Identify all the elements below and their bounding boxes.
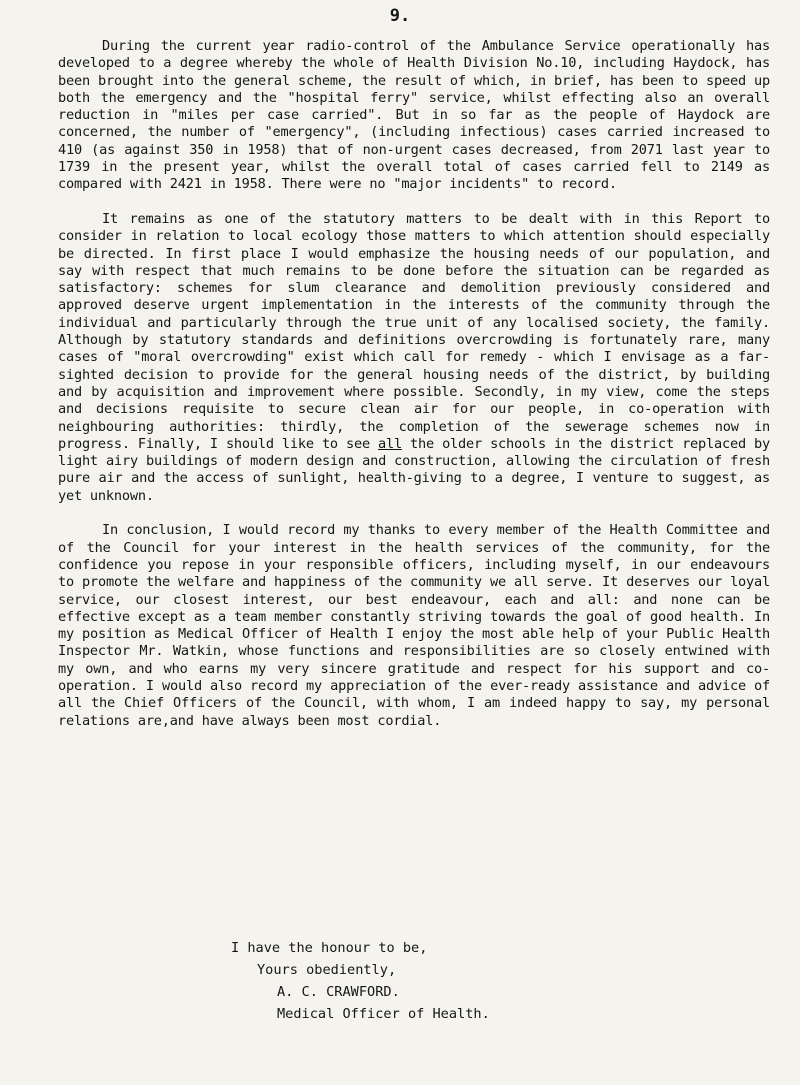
signature-name: A. C. CRAWFORD. xyxy=(277,984,400,1000)
page-number: 9. xyxy=(389,6,411,26)
signature-title: Medical Officer of Health. xyxy=(277,1006,490,1022)
paragraph-ambulance-service: During the current year radio-control of the Ambulance Service operationally has developed to a degree whereby the whole of Health Division No.10, including Haydock, has been brought into the general scheme, the result of which, in brief, has been to speed up both the emergency and the "hospital ferry" service, whilst effecting also an overall reduction in "miles per case carried". But in so far as the people of Haydock are concerned, the number of "emergency", (including infectious) cases carried increased to 410 (as against 350 in 1958) that of non-urgent cases decreased, from 2071 last year to 1739 in the present year, whilst the overall total of cases carried fell to 2149 as compared with 2421 in 1958. There were no "major incidents" to record. xyxy=(58,38,770,193)
paragraph-local-ecology-part2: the older schools in the district replaced by light airy buildings of modern design and construction, allowing the circulation of fresh pure air and the access of sunlight, health-giving to a degree, I venture to suggest, as yet unknown. xyxy=(58,435,770,504)
closing-honour-line: I have the honour to be, xyxy=(231,940,428,956)
report-body xyxy=(58,38,770,747)
closing-block xyxy=(0,937,800,1025)
paragraph-local-ecology xyxy=(58,211,770,505)
paragraph-conclusion: In conclusion, I would record my thanks to every member of the Health Committee and of the Council for your interest in the health services of the community, for the confidence you repose in your responsible officers, including myself, in our endeavours to promote the welfare and happiness of the community we all serve. It deserves our loyal service, our closest interest, our best endeavour, each and all: and none can be effective except as a team member constantly striving towards the goal of good health. In my position as Medical Officer of Health I enjoy the most able help of your Public Health Inspector Mr. Watkin, whose functions and responsibilities are so closely entwined with my own, and who earns my very sincere gratitude and respect for his support and co-operation. I would also record my appreciation of the ever-ready assistance and advice of all the Chief Officers of the Council, with whom, I am indeed happy to say, my personal relations are,and have always been most cordial. xyxy=(58,522,770,729)
paragraph-local-ecology-part1: It remains as one of the statutory matters to be dealt with in this Report to consider in relation to local ecology those matters to which attention should especially be directed. In first place I would emphasize the housing needs of our population, and say with respect that much remains to be done before the situation can be regarded as satisfactory: schemes for slum clearance and demolition previously considered and approved deserve urgent implementation in the interests of the community through the individual and particularly through the true unit of any localised society, the family. Although by statutory standards and definitions overcrowding is fortunately rare, many cases of "moral overcrowding" exist which call for remedy - which I envisage as a far-sighted decision to provide for the general housing needs of the district, by building and by acquisition and improvement where possible. Secondly, in my view, come the steps and decisions requisite to secure clean air for our people, in co-operation with neighbouring authorities: thirdly, the completion of the sewerage schemes now in progress. Finally, I should like to see xyxy=(58,210,770,452)
underlined-word: all xyxy=(378,435,402,452)
closing-obediently-line: Yours obediently, xyxy=(257,962,397,978)
